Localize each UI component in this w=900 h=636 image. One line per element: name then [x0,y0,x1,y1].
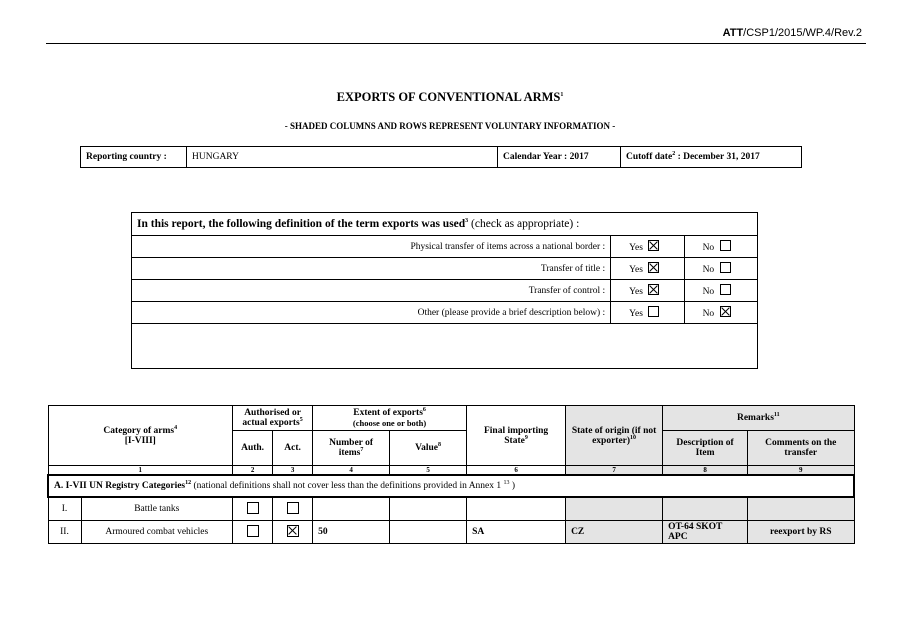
reporting-info-table [80,146,802,168]
header-rule [46,43,866,44]
definition-heading: In this report, the following definition of the term exports was used$^3$ (check as appropriate) : [132,213,758,236]
column-number: 1 [48,466,233,476]
definition-yes [611,258,684,280]
no-checkbox[interactable] [720,240,731,251]
yes-checkbox[interactable] [648,240,659,251]
reporting-country-value[interactable]: HUNGARY [187,147,498,168]
col-authorised: Authorised or actual exports$^5$ [233,406,313,431]
col-category: Category of arms$^4$ [I-VIII] [48,406,233,466]
column-number: 5 [390,466,467,476]
section-title: A. I-VII UN Registry Categories$^{12}$ (national definitions shall not cover less than the definitions provided in Annex 1 $^{13}$ ) [48,475,854,497]
col-comments: Comments on the transfer [748,431,854,466]
no-checkbox[interactable] [720,306,731,317]
category-number: I. [48,497,81,521]
col-description: Description of Item [663,431,748,466]
no-label: No [702,243,715,253]
category-number: II. [48,521,81,544]
exports-rows [48,497,854,544]
definition-yes [611,280,684,302]
state-of-origin-cell[interactable] [566,497,663,521]
yes-checkbox[interactable] [648,262,659,273]
column-number: 3 [273,466,313,476]
yes-checkbox[interactable] [648,284,659,295]
number-of-items-cell[interactable]: 50 [313,521,390,544]
auth-cell [233,521,273,544]
definition-row [132,280,758,302]
no-label: No [702,309,715,319]
definition-row [132,302,758,324]
definition-criterion: Physical transfer of items across a national border : [132,236,611,258]
col-number-of-items: Number of items$^7$ [313,431,390,466]
description-cell[interactable] [663,497,748,521]
value-cell[interactable] [390,521,467,544]
yes-label: Yes [629,287,643,297]
table-row [48,497,854,521]
definition-row [132,258,758,280]
column-number: 4 [313,466,390,476]
exports-definition-table [131,212,758,369]
column-number-row [48,466,854,476]
auth-checkbox[interactable] [247,502,259,514]
definition-criterion: Transfer of title : [132,258,611,280]
cutoff-date: Cutoff date$^2$ : December 31, 2017 [621,147,802,168]
no-checkbox[interactable] [720,284,731,295]
column-number: 8 [663,466,748,476]
calendar-year: Calendar Year : 2017 [498,147,621,168]
col-auth: Auth. [233,431,273,466]
definition-criterion: Transfer of control : [132,280,611,302]
col-remarks: Remarks$^{11}$ [663,406,854,431]
page-subtitle: - SHADED COLUMNS AND ROWS REPRESENT VOLUNTARY INFORMATION - [284,121,616,131]
category-name: Armoured combat vehicles [81,521,233,544]
col-final-importing-state: Final importing State$^9$ [467,406,566,466]
definition-rows [132,236,758,324]
table-row [48,521,854,544]
no-label: No [702,265,715,275]
section-row [48,475,854,497]
definition-no [684,258,757,280]
col-extent: Extent of exports$^6$ (choose one or both) [313,406,467,431]
act-cell [273,497,313,521]
definition-yes [611,302,684,324]
document-reference: ATT/CSP1/2015/WP.4/Rev.2 [722,27,862,39]
other-description-field[interactable] [132,324,758,369]
value-cell[interactable] [390,497,467,521]
final-importing-state-cell[interactable]: SA [467,521,566,544]
col-act: Act. [273,431,313,466]
yes-label: Yes [629,265,643,275]
column-number: 7 [566,466,663,476]
col-state-of-origin: State of origin (if not exporter)$^{10}$ [566,406,663,466]
category-name: Battle tanks [81,497,233,521]
no-label: No [702,287,715,297]
definition-row [132,236,758,258]
definition-criterion: Other (please provide a brief description below) : [132,302,611,324]
definition-no [684,236,757,258]
act-checkbox[interactable] [287,502,299,514]
definition-no [684,280,757,302]
yes-checkbox[interactable] [648,306,659,317]
yes-label: Yes [629,309,643,319]
column-number: 9 [748,466,854,476]
col-value: Value$^8$ [390,431,467,466]
auth-checkbox[interactable] [247,525,259,537]
definition-no [684,302,757,324]
comments-cell[interactable]: reexport by RS [748,521,854,544]
column-number: 2 [233,466,273,476]
final-importing-state-cell[interactable] [467,497,566,521]
auth-cell [233,497,273,521]
act-checkbox[interactable] [287,525,299,537]
reporting-country-label: Reporting country : [81,147,187,168]
description-cell[interactable]: OT-64 SKOT APC [663,521,748,544]
state-of-origin-cell[interactable]: CZ [566,521,663,544]
exports-table [47,405,855,544]
number-of-items-cell[interactable] [313,497,390,521]
page-title: EXPORTS OF CONVENTIONAL ARMS$^1$ [336,90,564,104]
no-checkbox[interactable] [720,262,731,273]
yes-label: Yes [629,243,643,253]
column-number: 6 [467,466,566,476]
comments-cell[interactable] [748,497,854,521]
definition-yes [611,236,684,258]
act-cell [273,521,313,544]
